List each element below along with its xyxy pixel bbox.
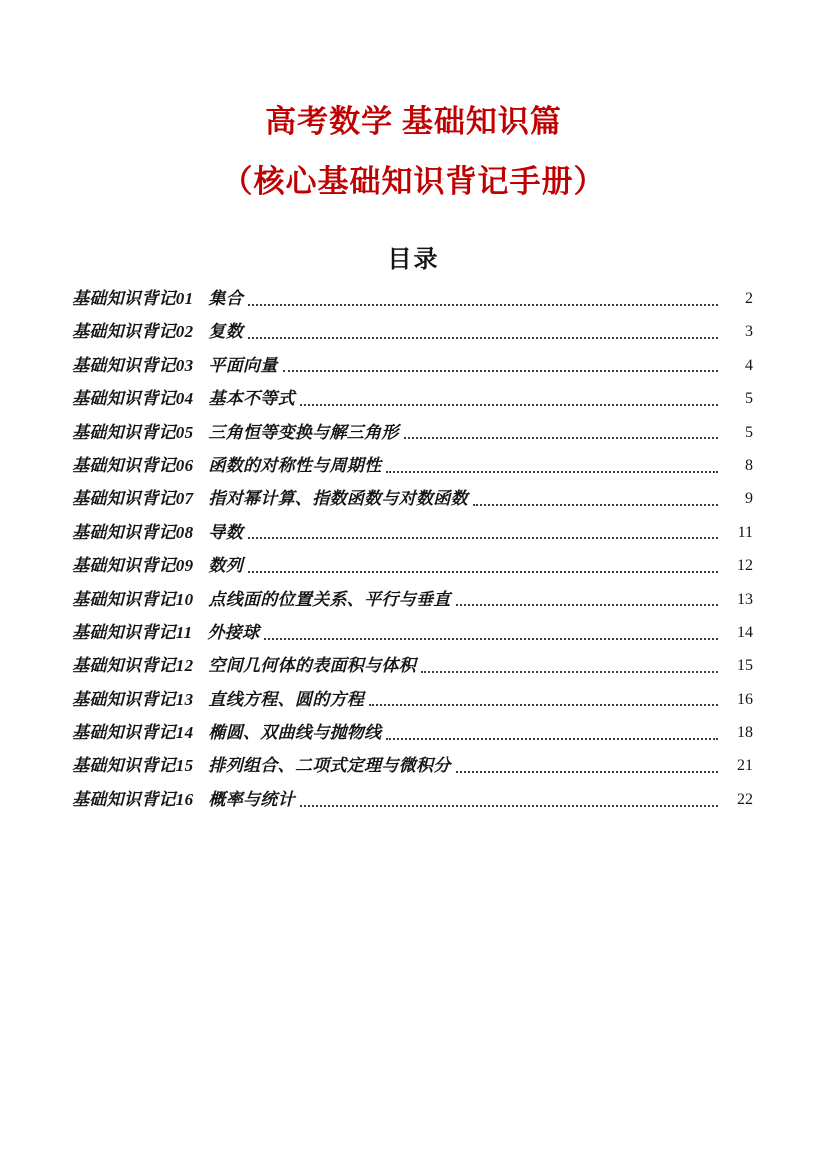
toc-entry[interactable] (72, 749, 753, 782)
toc-entry-page-number: 14 (737, 623, 753, 641)
toc-entry-page-number: 5 (745, 423, 753, 441)
toc-entry-page-number: 16 (737, 690, 753, 708)
toc-entry-topic: 复数 (208, 322, 244, 342)
toc-entry-label: 基础知识背记04 (72, 389, 194, 409)
toc-entry[interactable] (72, 716, 753, 749)
dot-leader (456, 604, 718, 606)
toc-entry-page-number: 11 (737, 523, 753, 541)
toc-entry-label: 基础知识背记10 (72, 589, 194, 609)
dot-leader (300, 805, 718, 807)
toc-entry-page-number: 5 (745, 390, 753, 408)
dot-leader (248, 571, 718, 573)
dot-leader (248, 537, 718, 539)
toc-entry-label: 基础知识背记11 (72, 622, 193, 642)
dot-leader (404, 437, 718, 439)
toc-entry-label: 基础知识背记07 (72, 489, 194, 509)
toc-entry[interactable] (72, 683, 753, 716)
toc-entry[interactable] (72, 616, 753, 649)
toc-entry-label: 基础知识背记13 (72, 689, 194, 709)
toc-entry-topic: 导数 (208, 522, 244, 542)
toc-entry-page-number: 21 (737, 757, 753, 775)
toc-entry-label: 基础知识背记09 (72, 556, 194, 576)
dot-leader (283, 370, 718, 372)
toc-entry[interactable] (72, 449, 753, 482)
toc-entry-label: 基础知识背记02 (72, 322, 194, 342)
toc-entry-topic: 基本不等式 (208, 389, 295, 409)
dot-leader (300, 404, 718, 406)
dot-leader (421, 671, 718, 673)
dot-leader (473, 504, 718, 506)
toc-entry-label: 基础知识背记03 (72, 355, 194, 375)
dot-leader (456, 771, 718, 773)
toc-entry[interactable] (72, 583, 753, 616)
toc-entry-page-number: 12 (737, 557, 753, 575)
dot-leader (264, 638, 718, 640)
toc-entry-topic: 函数的对称性与周期性 (208, 455, 382, 475)
toc-entry-topic: 直线方程、圆的方程 (208, 689, 365, 709)
toc-entry-label: 基础知识背记12 (72, 656, 194, 676)
toc-entry-page-number: 22 (737, 790, 753, 808)
toc-entry-topic: 概率与统计 (208, 789, 295, 809)
toc-entry-topic: 点线面的位置关系、平行与垂直 (208, 589, 451, 609)
toc-entry-page-number: 8 (745, 456, 753, 474)
toc-entry-topic: 三角恒等变换与解三角形 (208, 422, 399, 442)
toc-entry-topic: 集合 (208, 289, 244, 308)
dot-leader (248, 337, 718, 339)
toc-entry-topic: 空间几何体的表面积与体积 (208, 656, 417, 676)
toc-entry-label: 基础知识背记05 (72, 422, 194, 442)
toc-entry-topic: 指对幂计算、指数函数与对数函数 (208, 489, 468, 509)
toc-entry[interactable] (72, 516, 753, 549)
toc-entry-label: 基础知识背记16 (72, 789, 194, 809)
toc-entry[interactable] (72, 382, 753, 415)
toc-entry-topic: 数列 (208, 556, 244, 576)
toc-entry-topic: 排列组合、二项式定理与微积分 (208, 756, 451, 776)
toc-entry[interactable] (72, 649, 753, 682)
toc-entry-page-number: 9 (745, 490, 753, 508)
toc-entry[interactable] (72, 416, 753, 449)
toc-entry-label: 基础知识背记01 (72, 289, 194, 308)
toc-entry[interactable] (72, 482, 753, 515)
toc-entry-label: 基础知识背记15 (72, 756, 194, 776)
toc-entry-label: 基础知识背记06 (72, 455, 194, 475)
toc-entry-label: 基础知识背记14 (72, 723, 194, 743)
toc-entry[interactable] (72, 549, 753, 582)
document-subtitle: （核心基础知识背记手册） (221, 164, 606, 199)
toc-entry[interactable] (72, 315, 753, 348)
toc-heading: 目录 (387, 247, 440, 273)
toc-entry-page-number: 3 (745, 323, 753, 341)
dot-leader (386, 738, 718, 740)
toc-entry-page-number: 4 (745, 356, 753, 374)
toc-entry-page-number: 18 (737, 724, 753, 742)
toc-entry-topic: 椭圆、双曲线与抛物线 (208, 723, 382, 743)
toc-entry-topic: 平面向量 (208, 355, 278, 375)
dot-leader (386, 471, 718, 473)
toc-entry-page-number: 2 (745, 290, 753, 307)
dot-leader (248, 304, 718, 306)
toc-list (72, 282, 753, 816)
toc-entry-page-number: 13 (737, 590, 753, 608)
toc-entry-topic: 外接球 (207, 622, 260, 642)
dot-leader (369, 704, 718, 706)
toc-entry[interactable] (72, 349, 753, 382)
toc-entry[interactable] (72, 783, 753, 816)
toc-entry-page-number: 15 (737, 657, 753, 675)
toc-entry[interactable] (72, 282, 753, 315)
document-title: 高考数学 基础知识篇 (265, 104, 562, 139)
toc-entry-label: 基础知识背记08 (72, 522, 194, 542)
